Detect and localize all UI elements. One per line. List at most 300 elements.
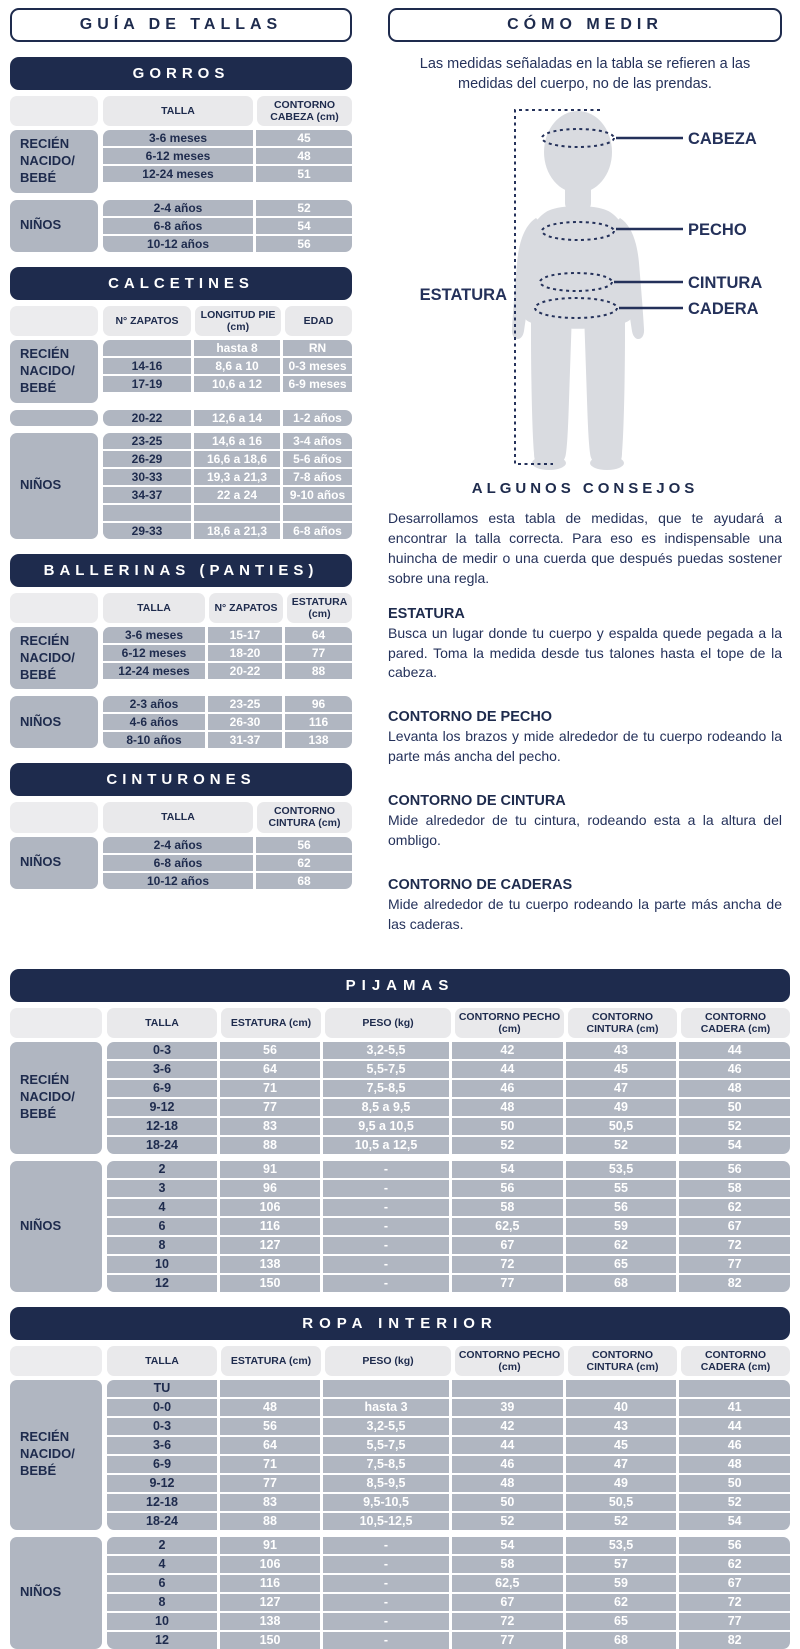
child-silhouette xyxy=(512,111,644,470)
table-cell: - xyxy=(323,1632,449,1649)
table-cell: 59 xyxy=(566,1218,677,1235)
table-row xyxy=(103,410,352,426)
table-cell: - xyxy=(323,1237,449,1254)
table-row xyxy=(103,358,352,374)
table-cell: 10,5-12,5 xyxy=(323,1513,449,1530)
table-cell: 56 xyxy=(220,1418,320,1435)
column-header: PESO (kg) xyxy=(325,1346,451,1376)
table-cell: 72 xyxy=(679,1237,790,1254)
header-spacer xyxy=(10,1008,102,1038)
table-cell: 77 xyxy=(679,1613,790,1630)
table-cell: 67 xyxy=(452,1594,563,1611)
table-cell: 10 xyxy=(107,1256,217,1273)
table-cell: 22 a 24 xyxy=(194,487,280,503)
table-row xyxy=(107,1080,790,1097)
table-cell: 52 xyxy=(566,1513,677,1530)
table-row xyxy=(107,1494,790,1511)
table-cell: 91 xyxy=(220,1161,320,1178)
table-row xyxy=(103,218,352,234)
table-cell: 12,6 a 14 xyxy=(194,410,280,426)
table-cell: 96 xyxy=(220,1180,320,1197)
column-header: EDAD xyxy=(285,306,352,336)
table-cell: 77 xyxy=(285,645,352,661)
table-cell: 43 xyxy=(566,1418,677,1435)
table-cell: 127 xyxy=(220,1237,320,1254)
table-cell: 77 xyxy=(452,1632,563,1649)
table-cell: 12 xyxy=(107,1275,217,1292)
table-cell: 8,6 a 10 xyxy=(194,358,280,374)
column-header: ESTATURA (cm) xyxy=(221,1346,321,1376)
column-header: N° ZAPATOS xyxy=(209,593,283,623)
table-cell: 9,5 a 10,5 xyxy=(323,1118,449,1135)
table-cell: 83 xyxy=(220,1494,320,1511)
table-cell: 46 xyxy=(452,1080,563,1097)
table-gorros xyxy=(10,57,352,252)
table-row xyxy=(103,166,352,182)
tip-text: Mide alrededor de tu cuerpo rodeando la parte más ancha de las caderas. xyxy=(388,895,782,932)
table-cell: - xyxy=(323,1594,449,1611)
table-row xyxy=(107,1218,790,1235)
table-cell: 54 xyxy=(679,1137,790,1154)
table-cell xyxy=(566,1380,677,1397)
table-group xyxy=(10,130,352,193)
table-cell: 48 xyxy=(452,1475,563,1492)
table-cell: 54 xyxy=(452,1537,563,1554)
table-cell: 116 xyxy=(285,714,352,730)
table-row xyxy=(103,523,352,539)
consejos-title: ALGUNOS CONSEJOS xyxy=(471,480,699,498)
tip-text: Levanta los brazos y mide alrededor de tu cuerpo rodeando la parte más ancha del pecho. xyxy=(388,728,782,765)
consejos-intro: Desarrollamos esta tabla de medidas, que te ayudará a encontrar la talla correcta. Para eso es indispensable una huincha de medir o una cuerda que después puedas sostener sobre una regla. xyxy=(388,510,782,586)
table-cell: 55 xyxy=(566,1180,677,1197)
table-cell: 116 xyxy=(220,1575,320,1592)
table-cell: 10-12 años xyxy=(103,236,253,252)
table-cell: 62,5 xyxy=(452,1218,563,1235)
table-cell: 56 xyxy=(566,1199,677,1216)
table-cell: 58 xyxy=(452,1199,563,1216)
table-group xyxy=(10,1042,790,1154)
table-cell: 3-6 meses xyxy=(103,130,253,146)
table-row xyxy=(103,873,352,889)
table-cell: 52 xyxy=(452,1513,563,1530)
header-spacer xyxy=(10,96,98,126)
header-spacer xyxy=(10,1346,102,1376)
table-cell: 64 xyxy=(220,1061,320,1078)
group-label: NIÑOS xyxy=(10,1537,102,1649)
table-cell: 8,5-9,5 xyxy=(323,1475,449,1492)
table-cell: 20-22 xyxy=(103,410,191,426)
table-cell xyxy=(194,505,280,521)
table-cell: 49 xyxy=(566,1099,677,1116)
tip-text: Mide alrededor de tu cintura, rodeando esta a la altura del ombligo. xyxy=(388,812,782,848)
table-group xyxy=(10,837,352,889)
table-cell: 54 xyxy=(256,218,352,234)
table-row xyxy=(103,645,352,661)
table-cell: 88 xyxy=(220,1513,320,1530)
page-title: GUÍA DE TALLAS xyxy=(10,8,352,42)
table-cell: 59 xyxy=(566,1575,677,1592)
table-cell: 6-12 meses xyxy=(103,148,253,164)
table-group xyxy=(10,410,352,426)
table-body xyxy=(10,1042,790,1292)
table-cell: 50 xyxy=(679,1475,790,1492)
table-row xyxy=(103,236,352,252)
table-cell: 4 xyxy=(107,1556,217,1573)
group-label: NIÑOS xyxy=(10,696,98,748)
table-cell: 52 xyxy=(452,1137,563,1154)
table-cell: 64 xyxy=(220,1437,320,1454)
table-cell: 72 xyxy=(679,1594,790,1611)
table-row xyxy=(107,1199,790,1216)
cintura-label: CINTURA xyxy=(688,274,763,293)
table-cell: 47 xyxy=(566,1080,677,1097)
table-cell: 42 xyxy=(452,1418,563,1435)
table-cell: - xyxy=(323,1275,449,1292)
table-cell: 57 xyxy=(566,1556,677,1573)
table-cell: 12-18 xyxy=(107,1494,217,1511)
table-cell: 72 xyxy=(452,1256,563,1273)
table-cell: 71 xyxy=(220,1456,320,1473)
table-row xyxy=(103,340,352,356)
table-cell: 18-20 xyxy=(208,645,282,661)
table-cell: 23-25 xyxy=(208,696,282,712)
table-group xyxy=(10,433,352,539)
table-cell xyxy=(679,1380,790,1397)
table-cell: 68 xyxy=(566,1632,677,1649)
table-row xyxy=(107,1275,790,1292)
column-header: LONGITUD PIE (cm) xyxy=(195,306,281,336)
measure-intro-text: Las medidas señaladas en la tabla se refieren a las medidas del cuerpo, no de las prendas. xyxy=(419,56,751,92)
group-rows xyxy=(103,696,352,748)
table-cell: 68 xyxy=(566,1275,677,1292)
size-tables-column xyxy=(10,8,352,954)
group-rows xyxy=(103,837,352,889)
table-header-row xyxy=(10,96,352,126)
table-ballerinas xyxy=(10,554,352,749)
table-cell: 26-30 xyxy=(208,714,282,730)
table-cell: 52 xyxy=(566,1137,677,1154)
group-rows xyxy=(103,130,352,193)
table-row xyxy=(103,714,352,730)
table-cell: hasta 8 xyxy=(194,340,280,356)
table-cell: hasta 3 xyxy=(323,1399,449,1416)
table-cell: 44 xyxy=(452,1437,563,1454)
table-cell: 127 xyxy=(220,1594,320,1611)
table-row xyxy=(103,837,352,853)
tip-contorno-caderas xyxy=(388,877,782,935)
group-label: RECIÉN NACIDO/ BEBÉ xyxy=(10,1042,102,1154)
table-cell: 2 xyxy=(107,1161,217,1178)
table-cell: 14,6 a 16 xyxy=(194,433,280,449)
header-spacer xyxy=(10,306,98,336)
table-title-cinturones: CINTURONES xyxy=(10,763,352,796)
tip-heading: CONTORNO DE CADERAS xyxy=(388,876,573,893)
table-cell: 1-2 años xyxy=(283,410,352,426)
column-header: CONTORNO CINTURA (cm) xyxy=(568,1008,677,1038)
table-cell: 45 xyxy=(256,130,352,146)
column-header: ESTATURA (cm) xyxy=(287,593,352,623)
table-row xyxy=(107,1556,790,1573)
column-headers xyxy=(103,96,352,126)
column-header: ESTATURA (cm) xyxy=(221,1008,321,1038)
table-cell: 3-6 xyxy=(107,1437,217,1454)
table-cell: 50 xyxy=(452,1118,563,1135)
column-header: CONTORNO CADERA (cm) xyxy=(681,1008,790,1038)
column-header: TALLA xyxy=(107,1008,217,1038)
column-header: TALLA xyxy=(103,802,253,832)
table-cell: 58 xyxy=(679,1180,790,1197)
header-spacer xyxy=(10,802,98,832)
table-cell: 56 xyxy=(256,837,352,853)
table-row xyxy=(103,148,352,164)
table-cell xyxy=(103,340,191,356)
table-pijamas xyxy=(10,969,790,1292)
table-cell: 2-4 años xyxy=(103,837,253,853)
group-label: RECIÉN NACIDO/ BEBÉ xyxy=(10,627,98,690)
table-calcetines xyxy=(10,267,352,539)
table-cell: 150 xyxy=(220,1275,320,1292)
table-cell: 46 xyxy=(679,1437,790,1454)
table-cell: 50,5 xyxy=(566,1494,677,1511)
table-title-calcetines: CALCETINES xyxy=(10,267,352,300)
table-row xyxy=(107,1632,790,1649)
column-header: TALLA xyxy=(107,1346,217,1376)
table-row xyxy=(103,627,352,643)
group-rows xyxy=(103,200,352,252)
group-rows xyxy=(107,1042,790,1154)
table-cell: 5-6 años xyxy=(283,451,352,467)
table-row xyxy=(107,1399,790,1416)
table-cell: - xyxy=(323,1537,449,1554)
table-group xyxy=(10,1380,790,1530)
table-cell: 2-3 años xyxy=(103,696,205,712)
column-header: CONTORNO PECHO (cm) xyxy=(455,1008,564,1038)
table-cell: 0-0 xyxy=(107,1399,217,1416)
table-cell: 0-3 xyxy=(107,1042,217,1059)
table-cell: 48 xyxy=(256,148,352,164)
table-cell: 58 xyxy=(452,1556,563,1573)
table-cell: 88 xyxy=(220,1137,320,1154)
group-rows xyxy=(103,627,352,690)
table-cell: 6-8 años xyxy=(103,218,253,234)
table-cell: 23-25 xyxy=(103,433,191,449)
table-cell: 48 xyxy=(452,1099,563,1116)
table-cell: 9-12 xyxy=(107,1099,217,1116)
table-row xyxy=(103,433,352,449)
table-cell: - xyxy=(323,1613,449,1630)
table-cell: 4-6 años xyxy=(103,714,205,730)
header-spacer xyxy=(10,593,98,623)
table-ropa-interior xyxy=(10,1307,790,1649)
table-cell: 54 xyxy=(679,1513,790,1530)
table-cell: 18,6 a 21,3 xyxy=(194,523,280,539)
table-cell: 46 xyxy=(452,1456,563,1473)
table-cell: 9,5-10,5 xyxy=(323,1494,449,1511)
table-cell: 50,5 xyxy=(566,1118,677,1135)
column-header: N° ZAPATOS xyxy=(103,306,191,336)
table-row xyxy=(107,1180,790,1197)
table-cell: 3,2-5,5 xyxy=(323,1042,449,1059)
column-header: TALLA xyxy=(103,96,253,126)
table-cell: 8 xyxy=(107,1237,217,1254)
table-cell: 10 xyxy=(107,1613,217,1630)
table-cell: 14-16 xyxy=(103,358,191,374)
table-cell: - xyxy=(323,1180,449,1197)
table-cell: 26-29 xyxy=(103,451,191,467)
table-title-pijamas: PIJAMAS xyxy=(10,969,790,1002)
table-cell: 45 xyxy=(566,1061,677,1078)
tip-contorno-cintura xyxy=(388,793,782,851)
group-rows xyxy=(103,340,352,403)
table-cell: 56 xyxy=(452,1180,563,1197)
table-cell: TU xyxy=(107,1380,217,1397)
table-row xyxy=(107,1594,790,1611)
table-row xyxy=(107,1118,790,1135)
table-cell: 10,5 a 12,5 xyxy=(323,1137,449,1154)
table-title-ropa-interior: ROPA INTERIOR xyxy=(10,1307,790,1340)
table-body xyxy=(10,130,352,252)
table-row xyxy=(103,505,352,521)
table-cell: 6 xyxy=(107,1218,217,1235)
column-header: TALLA xyxy=(103,593,205,623)
table-cell: 106 xyxy=(220,1556,320,1573)
table-cell xyxy=(220,1380,320,1397)
table-header-row xyxy=(10,1346,790,1376)
table-cell: 83 xyxy=(220,1118,320,1135)
table-cell: 47 xyxy=(566,1456,677,1473)
table-cell: 2 xyxy=(107,1537,217,1554)
group-rows xyxy=(107,1537,790,1649)
table-cell: 62 xyxy=(679,1199,790,1216)
group-rows xyxy=(103,433,352,539)
table-cell xyxy=(323,1380,449,1397)
column-header: CONTORNO CADERA (cm) xyxy=(681,1346,790,1376)
table-cell: 16,6 a 18,6 xyxy=(194,451,280,467)
table-row xyxy=(103,732,352,748)
group-label: RECIÉN NACIDO/ BEBÉ xyxy=(10,130,98,193)
table-title-gorros: GORROS xyxy=(10,57,352,90)
column-headers xyxy=(103,593,352,623)
table-row xyxy=(107,1042,790,1059)
body-measurement-diagram xyxy=(388,100,782,472)
table-cell: 9-10 años xyxy=(283,487,352,503)
table-row xyxy=(103,200,352,216)
group-rows xyxy=(107,1380,790,1530)
table-cell: 10-12 años xyxy=(103,873,253,889)
table-row xyxy=(107,1099,790,1116)
table-cell: 3,2-5,5 xyxy=(323,1418,449,1435)
table-cell: 6-8 años xyxy=(103,855,253,871)
tip-heading: CONTORNO DE CINTURA xyxy=(388,793,566,809)
table-row xyxy=(103,451,352,467)
table-cell: 51 xyxy=(256,166,352,182)
table-cell: 67 xyxy=(452,1237,563,1254)
table-cell: 56 xyxy=(679,1537,790,1554)
table-cell: 41 xyxy=(679,1399,790,1416)
table-cell: 31-37 xyxy=(208,732,282,748)
table-cell: - xyxy=(323,1199,449,1216)
table-cell: 7-8 años xyxy=(283,469,352,485)
column-headers xyxy=(103,306,352,336)
table-cell: 6-9 meses xyxy=(283,376,352,392)
column-header: CONTORNO CINTURA (cm) xyxy=(568,1346,677,1376)
table-cell: 12-24 meses xyxy=(103,663,205,679)
table-cell: 82 xyxy=(679,1632,790,1649)
group-label: RECIÉN NACIDO/ BEBÉ xyxy=(10,340,98,403)
tip-contorno-pecho xyxy=(388,709,782,767)
table-cell xyxy=(103,505,191,521)
table-cell: 18-24 xyxy=(107,1137,217,1154)
tip-heading: CONTORNO DE PECHO xyxy=(388,709,553,726)
table-cell: 138 xyxy=(285,732,352,748)
table-cell: 20-22 xyxy=(208,663,282,679)
table-row xyxy=(107,1437,790,1454)
table-row xyxy=(103,376,352,392)
table-row xyxy=(107,1456,790,1473)
table-cell: 91 xyxy=(220,1537,320,1554)
table-cell: 50 xyxy=(679,1099,790,1116)
table-cell: 64 xyxy=(285,627,352,643)
table-cell: 48 xyxy=(220,1399,320,1416)
table-cell: 106 xyxy=(220,1199,320,1216)
table-cell: 39 xyxy=(452,1399,563,1416)
column-header: PESO (kg) xyxy=(325,1008,451,1038)
table-cell: 138 xyxy=(220,1613,320,1630)
table-group xyxy=(10,340,352,403)
table-cell: 62 xyxy=(566,1594,677,1611)
table-row xyxy=(107,1137,790,1154)
table-cell: 3-6 xyxy=(107,1061,217,1078)
table-header-row xyxy=(10,593,352,623)
table-cell: 77 xyxy=(452,1275,563,1292)
table-cell: - xyxy=(323,1556,449,1573)
table-cell: 53,5 xyxy=(566,1537,677,1554)
table-cell: 15-17 xyxy=(208,627,282,643)
table-row xyxy=(107,1575,790,1592)
table-cell: 56 xyxy=(679,1161,790,1178)
table-cell: 52 xyxy=(256,200,352,216)
table-group xyxy=(10,1537,790,1649)
table-group xyxy=(10,200,352,252)
table-cell: 19,3 a 21,3 xyxy=(194,469,280,485)
table-cell: 0-3 meses xyxy=(283,358,352,374)
table-header-row xyxy=(10,802,352,832)
table-row xyxy=(107,1380,790,1397)
group-label: RECIÉN NACIDO/ BEBÉ xyxy=(10,1380,102,1530)
table-cell: 82 xyxy=(679,1275,790,1292)
table-cell: 65 xyxy=(566,1256,677,1273)
table-cell: 72 xyxy=(452,1613,563,1630)
group-rows xyxy=(107,1161,790,1292)
table-cell xyxy=(452,1380,563,1397)
table-group xyxy=(10,1161,790,1292)
table-cell: 77 xyxy=(220,1475,320,1492)
table-body xyxy=(10,340,352,539)
table-cell: 44 xyxy=(452,1061,563,1078)
group-label: NIÑOS xyxy=(10,837,98,889)
table-row xyxy=(103,487,352,503)
tip-estatura xyxy=(388,606,782,684)
table-row xyxy=(103,469,352,485)
group-label: NIÑOS xyxy=(10,433,98,539)
table-cell: 52 xyxy=(679,1118,790,1135)
table-row xyxy=(103,696,352,712)
table-cell: 29-33 xyxy=(103,523,191,539)
table-title-ballerinas: BALLERINAS (PANTIES) xyxy=(10,554,352,587)
table-row xyxy=(103,855,352,871)
table-cell: 3 xyxy=(107,1180,217,1197)
table-cell: 12-24 meses xyxy=(103,166,253,182)
